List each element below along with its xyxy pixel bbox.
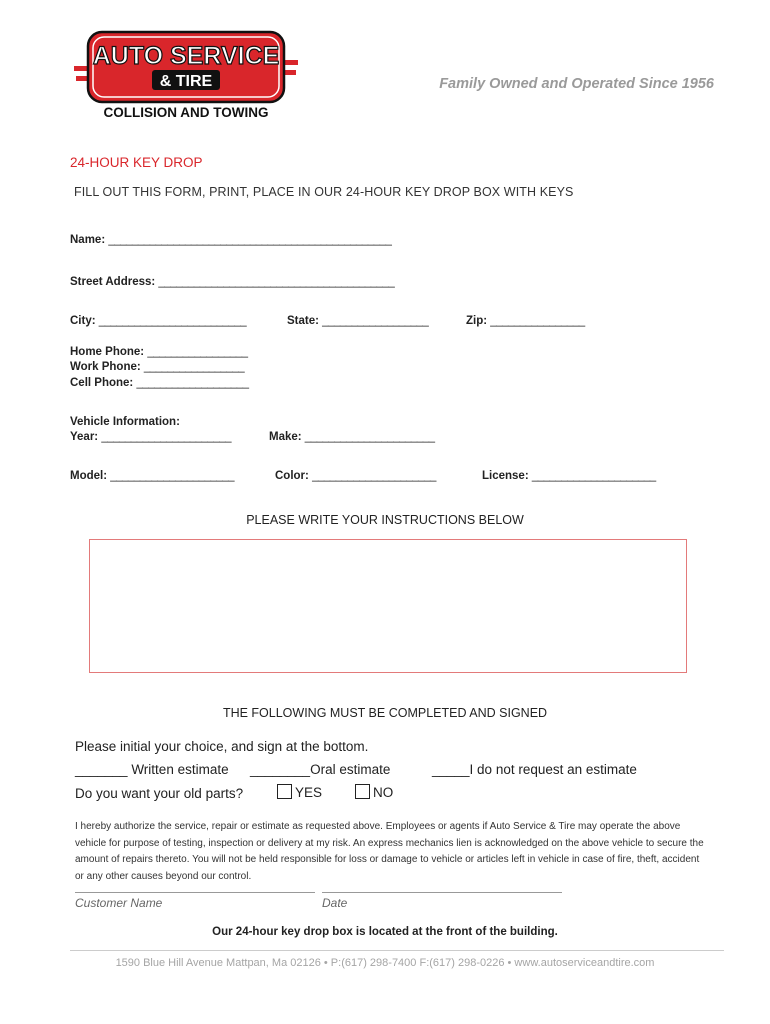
key-drop-location-note: Our 24-hour key drop box is located at the front of the building. <box>212 926 558 938</box>
authorization-text: I hereby authorize the service, repair or estimate as requested above. Employees or agents if Auto Service & Tire may operate the above vehicle for purpose of testing, inspection or delivery at my risk. An express mechanics lien is acknowledged on the above vehicle to secure the amount of repairs thereto. You will not be held responsible for loss or damage to vehicle or articles left in vehicle in case of fire, theft, accident or any other causes beyond our control. <box>75 821 704 882</box>
no-option[interactable] <box>355 784 393 800</box>
footer-divider <box>70 950 724 951</box>
yes-option[interactable] <box>277 784 322 800</box>
yes-label: YES <box>295 785 323 800</box>
color-field[interactable] <box>275 470 436 482</box>
city-label: City: <box>70 315 99 327</box>
state-label: State: <box>287 315 323 327</box>
footer-contact: 1590 Blue Hill Avenue Mattpan, Ma 02126 • P:(617) 298-7400 F:(617) 298-0226 • www.autoserviceandtire.com <box>115 957 655 969</box>
no-estimate-option[interactable] <box>432 762 637 777</box>
form-subtitle: FILL OUT THIS FORM, PRINT, PLACE IN OUR 24-HOUR KEY DROP BOX WITH KEYS <box>74 185 574 199</box>
zip-line[interactable]: ________________ <box>490 315 585 327</box>
old-parts-question: Do you want your old parts? <box>75 786 244 801</box>
written-initial-line[interactable]: _______ <box>75 762 128 777</box>
zip-label: Zip: <box>466 315 491 327</box>
model-line[interactable]: _____________________ <box>110 470 235 482</box>
written-estimate-label: Written estimate <box>127 762 229 777</box>
date-signature-line[interactable] <box>322 892 562 893</box>
form-title: 24-HOUR KEY DROP <box>70 155 203 170</box>
make-field[interactable] <box>269 431 435 443</box>
vehicle-info-label: Vehicle Information: <box>70 416 180 428</box>
logo-graphic <box>72 30 300 122</box>
make-line[interactable]: ______________________ <box>304 431 435 443</box>
street-line[interactable]: ________________________________________ <box>158 276 395 288</box>
oral-estimate-label: Oral estimate <box>310 762 391 777</box>
no-label: NO <box>373 785 394 800</box>
city-line[interactable]: _________________________ <box>98 315 247 327</box>
cell-phone-field[interactable] <box>70 377 248 389</box>
license-line[interactable]: _____________________ <box>531 470 656 482</box>
company-logo <box>72 30 300 122</box>
home-phone-field[interactable] <box>70 346 248 358</box>
model-field[interactable] <box>70 470 234 482</box>
completion-heading: THE FOLLOWING MUST BE COMPLETED AND SIGNED <box>222 706 548 720</box>
street-label: Street Address: <box>70 276 159 288</box>
state-field[interactable] <box>287 315 428 327</box>
cell-phone-label: Cell Phone: <box>70 377 137 389</box>
work-phone-label: Work Phone: <box>70 361 144 373</box>
state-line[interactable]: __________________ <box>322 315 429 327</box>
svg-text:COLLISION AND TOWING: COLLISION AND TOWING <box>103 105 269 120</box>
license-label: License: <box>482 470 532 482</box>
home-phone-label: Home Phone: <box>70 346 148 358</box>
written-estimate-option[interactable] <box>75 762 229 777</box>
year-field[interactable] <box>70 431 231 443</box>
zip-field[interactable] <box>466 315 585 327</box>
color-label: Color: <box>275 470 313 482</box>
yes-checkbox[interactable] <box>277 784 292 799</box>
tagline: Family Owned and Operated Since 1956 <box>439 76 714 92</box>
home-phone-line[interactable]: _________________ <box>147 346 248 358</box>
work-phone-field[interactable] <box>70 361 244 373</box>
street-field[interactable] <box>70 276 394 288</box>
no-checkbox[interactable] <box>355 784 370 799</box>
date-label: Date <box>322 896 348 910</box>
instructions-box[interactable] <box>89 539 687 673</box>
name-line[interactable]: ________________________________________________ <box>108 234 392 246</box>
customer-signature-line[interactable] <box>75 892 315 893</box>
city-field[interactable] <box>70 315 246 327</box>
instructions-heading: PLEASE WRITE YOUR INSTRUCTIONS BELOW <box>246 513 524 527</box>
initial-prompt: Please initial your choice, and sign at the bottom. <box>75 739 369 754</box>
svg-text:AUTO SERVICE: AUTO SERVICE <box>92 42 280 70</box>
customer-name-label: Customer Name <box>75 896 163 910</box>
make-label: Make: <box>269 431 305 443</box>
license-field[interactable] <box>482 470 656 482</box>
oral-initial-line[interactable]: ________ <box>250 762 311 777</box>
color-line[interactable]: _____________________ <box>312 470 436 482</box>
work-phone-line[interactable]: _________________ <box>143 361 245 373</box>
name-field[interactable] <box>70 234 391 246</box>
year-line[interactable]: ______________________ <box>101 431 232 443</box>
year-label: Year: <box>70 431 102 443</box>
no-estimate-initial-line[interactable]: _____ <box>432 762 470 777</box>
svg-text:& TIRE: & TIRE <box>159 73 213 90</box>
no-estimate-label: I do not request an estimate <box>469 762 637 777</box>
name-label: Name: <box>70 234 109 246</box>
oral-estimate-option[interactable] <box>250 762 390 777</box>
cell-phone-line[interactable]: ___________________ <box>136 377 249 389</box>
model-label: Model: <box>70 470 111 482</box>
